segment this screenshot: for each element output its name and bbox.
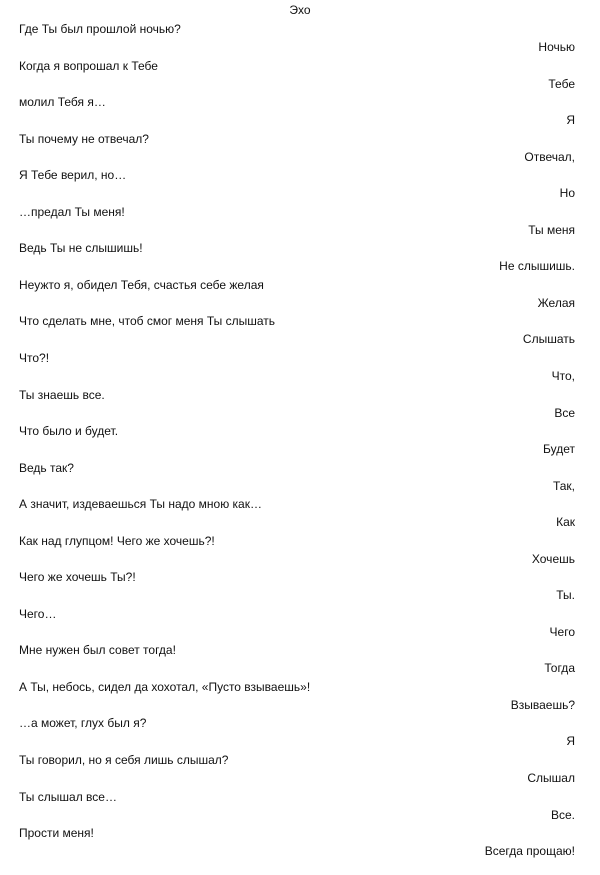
question-line: Ты слышал все… [19, 789, 117, 804]
poem-line-pair [0, 497, 600, 534]
poem-line-pair [0, 534, 600, 571]
question-line: …предал Ты меня! [19, 204, 125, 219]
poem-line-pair [0, 716, 600, 753]
echo-line: Что, [551, 368, 575, 383]
poem-line-pair [0, 59, 600, 96]
echo-line: Тебе [548, 76, 575, 91]
echo-line: Тогда [544, 661, 575, 676]
question-line: Что сделать мне, чтоб смог меня Ты слышать [19, 314, 276, 329]
question-line: Что было и будет. [19, 424, 119, 439]
question-line: Чего… [19, 606, 57, 621]
poem-line-pair [0, 95, 600, 132]
poem-line-pair [0, 826, 600, 863]
poem-line-pair [0, 314, 600, 351]
echo-line: Все [554, 405, 575, 420]
poem-line-pair [0, 680, 600, 717]
echo-line: Ночью [538, 40, 575, 54]
echo-line: Желая [537, 295, 575, 310]
poem-line-pair [0, 424, 600, 461]
question-line: Что?! [19, 350, 50, 365]
question-line: Чего же хочешь Ты?! [19, 570, 136, 585]
echo-line: Но [559, 186, 575, 201]
poem-line-pair [0, 168, 600, 205]
echo-line: Так, [552, 478, 575, 493]
question-line: молил Тебя я… [19, 95, 106, 110]
poem-line-pair [0, 643, 600, 680]
question-line: Прости меня! [19, 826, 94, 841]
question-line: Где Ты был прошлой ночью? [19, 22, 181, 36]
poem-line-pair [0, 570, 600, 607]
poem-title: Эхо [289, 3, 311, 17]
echo-line: Я [566, 734, 575, 749]
question-line: Ты почему не отвечал? [19, 131, 149, 146]
echo-line: Ты. [556, 588, 575, 603]
poem-line-pair [0, 607, 600, 644]
question-line: Неужто я, обидел Тебя, счастья себе желая [19, 277, 264, 292]
echo-line: Чего [549, 624, 575, 639]
echo-line: Отвечал, [524, 149, 575, 164]
poem-line-pair [0, 790, 600, 827]
echo-line: Слышал [527, 771, 575, 785]
poem-line-pair [0, 753, 600, 790]
question-line: Мне нужен был совет тогда! [19, 643, 176, 658]
echo-line: Взываешь? [510, 697, 575, 712]
poem-line-pair [0, 351, 600, 388]
poem-line-pair [0, 278, 600, 315]
question-line: Ты знаешь все. [19, 387, 105, 402]
poem-line-pair [0, 461, 600, 498]
poem-line-pair [0, 132, 600, 169]
echo-line: Все. [550, 807, 575, 822]
poem-line-pair [0, 205, 600, 242]
echo-line: Не слышишь. [499, 259, 575, 274]
question-line: А Ты, небось, сидел да хохотал, «Пусто взываешь»! [19, 679, 311, 694]
echo-line: Хочешь [531, 551, 575, 566]
poem-line-pair [0, 388, 600, 425]
echo-line: Будет [543, 442, 575, 457]
question-line: …а может, глух был я? [19, 716, 147, 731]
echo-line: Слышать [522, 332, 575, 347]
question-line: Ведь Ты не слышишь! [19, 241, 143, 256]
question-line: А значит, издеваешься Ты надо мною как… [19, 497, 262, 512]
echo-line: Я [566, 113, 575, 128]
question-line: Как над глупцом! Чего же хочешь?! [19, 533, 215, 548]
question-line: Когда я вопрошал к Тебе [19, 58, 158, 73]
poem-line-pair [0, 241, 600, 278]
question-line: Ведь так? [19, 460, 74, 475]
echo-line: Ты меня [528, 222, 575, 237]
question-line: Ты говорил, но я себя лишь слышал? [19, 753, 229, 767]
echo-line: Как [556, 515, 575, 530]
echo-line: Всегда прощаю! [484, 844, 575, 859]
poem-line-pair [0, 22, 600, 59]
question-line: Я Тебе верил, но… [19, 168, 127, 183]
